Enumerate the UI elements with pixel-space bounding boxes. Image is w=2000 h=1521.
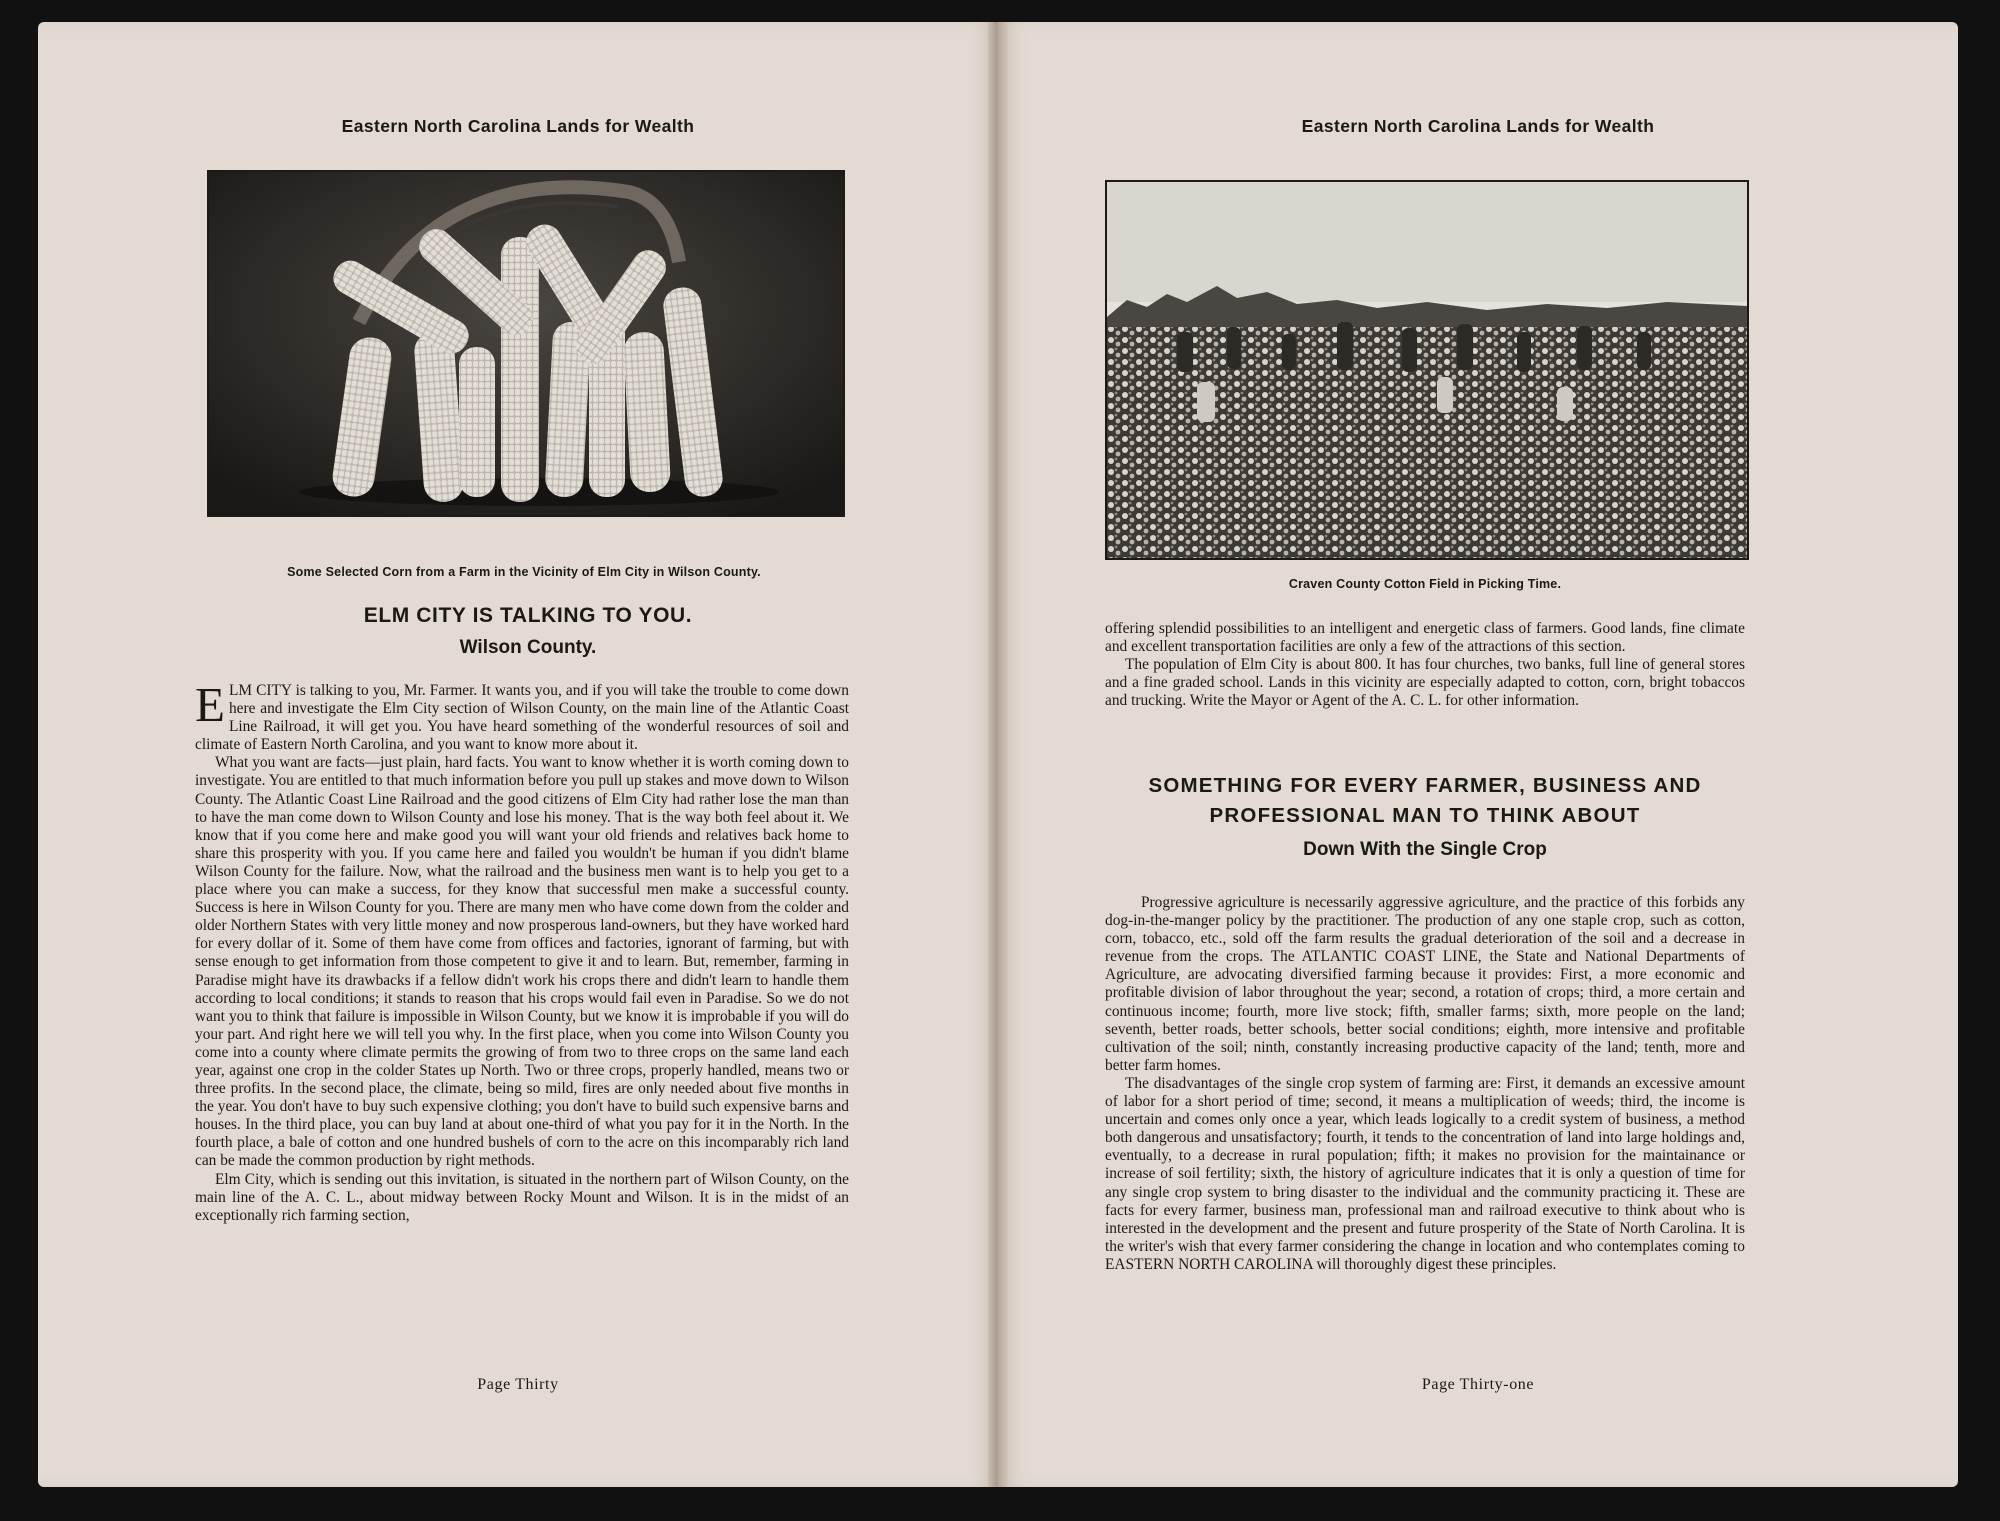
paragraph: Progressive agriculture is necessarily aggressive agriculture, and the practice of this forbids any dog-in-the-manger policy by the practitioner. The production of any one staple crop, such as cotton, corn, tobacco, etc., sold off the farm results the gradual deterioration of the soil and a decrease in revenue from the crops. The ATLANTIC COAST LINE, the State and National Departments of Agriculture, are advocating diversified farming because it provides: First, a more economic and profitable division of labor throughout the year; second, a rotation of crops; third, a more certain and continuous income; fourth, more live stock; fifth, smaller farms; sixth, more people on the land; seventh, better roads, better schools, better social conditions; eighth, more intensive and profitable cultivation of the soil; ninth, constantly increasing productive capacity of the land; tenth, more and better farm homes. — [1105, 894, 1745, 1074]
drop-cap: E — [195, 677, 225, 732]
paragraph: offering splendid possibilities to an intelligent and energetic class of farmers. Good lands, fine climate and excellent transportation facilities are only a few of the attractions of this section. — [1105, 620, 1745, 656]
article-title: ELM CITY IS TALKING TO YOU. — [363, 604, 693, 627]
page-number: Page Thirty-one — [1421, 1376, 1535, 1393]
page-number: Page Thirty — [477, 1376, 559, 1393]
paragraph: The population of Elm City is about 800. It has four churches, two banks, full line of general stores and a fine graded school. Lands in this vicinity are especially adapted to cotton, corn, bright tobaccos and trucking. Write the Mayor or Agent of the A. C. L. for other information. — [1105, 656, 1745, 710]
book-gutter — [988, 22, 1008, 1487]
right-continued-text — [1105, 620, 1745, 710]
running-head: Eastern North Carolina Lands for Wealth — [1301, 116, 1655, 136]
corn-photo-caption: Some Selected Corn from a Farm in the Vicinity of Elm City in Wilson County. — [287, 565, 761, 579]
left-body-text — [195, 677, 849, 1225]
paragraph: Elm City, which is sending out this invitation, is situated in the northern part of Wilson County, on the main line of the A. C. L., about midway between Rocky Mount and Wilson. It is in the midst of an exceptionally rich farming section, — [195, 1170, 849, 1224]
paragraph: The disadvantages of the single crop system of farming are: First, it demands an excessive amount of labor for a short period of time; second, it means a multiplication of weeds; third, the income is uncertain and comes only once a year, which leads logically to a credit system of business, a method both dangerous and unsatisfactory; fourth, it tends to the concentration of land into large holdings and, eventually, to a decrease in rural population; fifth; it makes no provision for the maintainance or increase of soil fertility; sixth, the history of agriculture indicates that it is only a question of time for any single crop system to bring disaster to the individual and the community practicing it. These are facts for every farmer, business man, professional man and railroad executive to think about who is interested in the development and the present and future prosperity of the State of North Carolina. It is the writer's wish that every farmer considering the change in location and who contemplates coming to EASTERN NORTH CAROLINA will thoroughly digest these principles. — [1105, 1074, 1745, 1273]
paragraph-text: LM CITY is talking to you, Mr. Farmer. It wants you, and if you will take the trouble to come down here and investigate the Elm City section of Wilson County, on the main line of the Atlantic Coast Line Railroad, it will get you. You have heard something of the wonderful resources of soil and climate of Eastern North Carolina, and you want to know more about it. — [195, 682, 849, 754]
right-page — [998, 22, 1958, 1487]
book-spread — [38, 22, 1958, 1487]
right-body-text — [1105, 894, 1745, 1274]
paragraph — [195, 677, 849, 754]
cotton-field-photo — [1105, 180, 1749, 560]
corn-photo — [207, 170, 845, 517]
left-page — [38, 22, 998, 1487]
running-head: Eastern North Carolina Lands for Wealth — [341, 116, 695, 136]
article-subtitle: Wilson County. — [459, 637, 597, 658]
paragraph: What you want are facts—just plain, hard facts. You want to know whether it is worth coming down to investigate. You are entitled to that much information before you pull up stakes and move down to Wilson County. The Atlantic Coast Line Railroad and the good citizens of Elm City had rather lose the man than to have the man come down to Wilson County and lose his money. That is the way both feel about it. We know that if you come here and make good you will want your old friends and relatives back home to share this prosperity with you. If you came here and failed you wouldn't be human if you didn't blame Wilson County for the failure. Now, what the railroad and the business men want is to help you get to a place where you can make a success, for they know that successful men make a successful county. Success is here in Wilson County for you. There are many men who have come down from the colder and older Northern States with very little money and now prosperous land-owners, but they have worked hard for every dollar of it. Some of them have come from offices and factories, ignorant of farming, but with sense enough to get information from those competent to give it and to learn. But, remember, farming in Paradise might have its drawbacks if a fellow didn't work his crops there and didn't learn to handle them according to local conditions; it stands to reason that his crops would fail even in Paradise. So we do not want you to think that failure is impossible in Wilson County, but we know it is improbable if you will do your part. And right here we will tell you why. In the first place, when you come into Wilson County you come into a county where climate permits the growing of from two to three crops on the same land each year, against one crop in the colder States up North. Two or three crops, properly handled, means two or three profits. In the second place, the climate, being so mild, fires are only needed about five months in the year. You don't have to buy such expensive clothing; you don't have to build such expensive barns and houses. In the third place, you can buy land at about one-third of what you pay for it in the North. In the fourth place, a bale of cotton and one hundred bushels of corn to the acre on this incomparably rich land can be made the common production by right methods. — [195, 754, 849, 1170]
article-title-line2: PROFESSIONAL MAN TO THINK ABOUT — [1209, 804, 1641, 827]
article-title-line1: SOMETHING FOR EVERY FARMER, BUSINESS AND — [1148, 774, 1702, 797]
article-subtitle: Down With the Single Crop — [1303, 839, 1547, 860]
cotton-photo-caption: Craven County Cotton Field in Picking Time. — [1288, 577, 1562, 591]
